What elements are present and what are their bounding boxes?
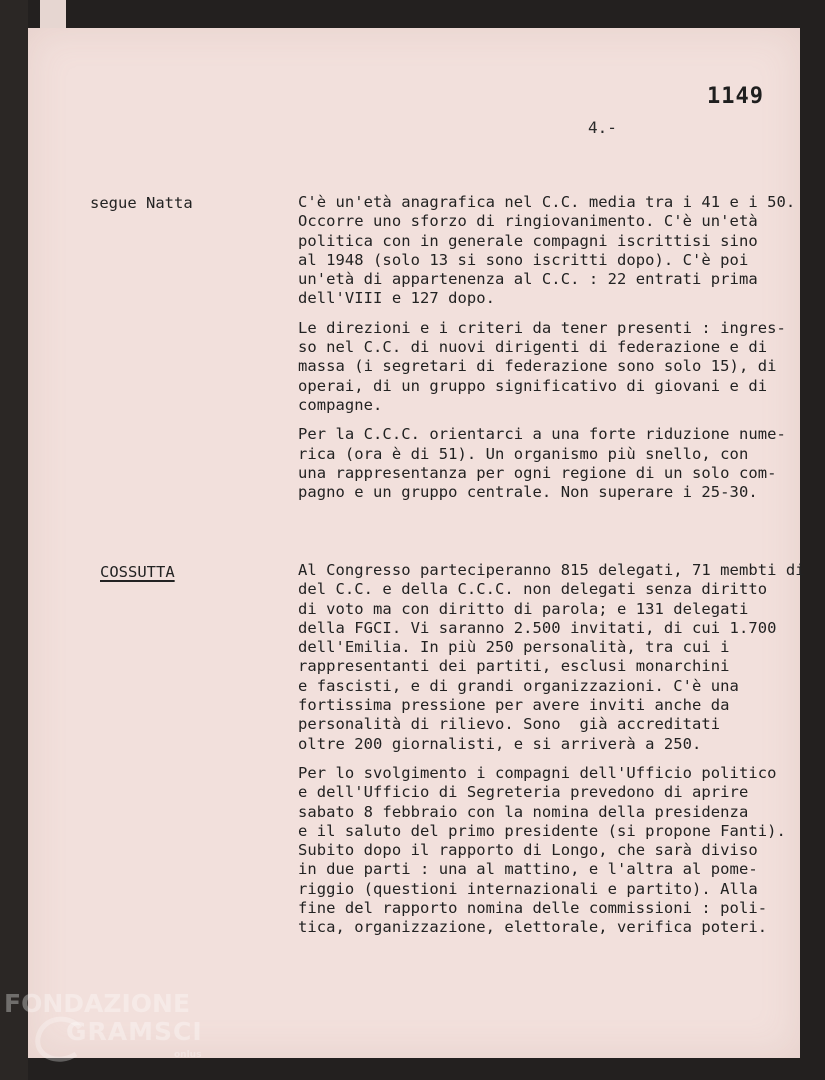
document-page [28,28,805,1058]
page-number: 1149 [707,84,764,109]
speech-block [298,561,805,948]
speaker-label: segue Natta [90,194,193,212]
paragraph: Per la C.C.C. orientarci a una forte riduzione nume- rica (ora è di 51). Un organismo più snello, con una rappresentanza per ogni regione di un solo com- pagno e un gruppo centrale. Non superare i 25-30. [298,425,786,502]
section-number: 4.- [588,118,617,137]
watermark-line2: GRAMSCI [66,1017,203,1046]
watermark-line3: onlus [174,1050,202,1060]
watermark-swirl-icon [30,1010,90,1070]
watermark-line1: FONDAZIONE [4,989,191,1018]
scan-border-left [0,0,28,1080]
speaker-label: COSSUTTA [100,563,175,581]
paper-tab [40,0,66,29]
paragraph: Per lo svolgimento i compagni dell'Ufficio politico e dell'Ufficio di Segreteria prevedono di aprire sabato 8 febbraio con la nomina della presidenza e il saluto del primo presidente (si propone Fanti). Subito dopo il rapporto di Longo, che sarà diviso in due parti : una al mattino, e l'altra al pome- riggio (questioni internazionali e partito). Alla fine del rapporto nomina delle commissioni : poli- tica, organizzazione, elettorale, verifica poteri. [298,763,786,937]
paragraph: Le direzioni e i criteri da tener presenti : ingres- so nel C.C. di nuovi dirigenti di federazione e di massa (i segretari di federazione sono solo 15), di operai, di un gruppo significativo di giovani e di compagne. [298,318,786,414]
paragraph: Al Congresso parteciperanno 815 delegati, 71 membti di del C.C. e della C.C.C. non delegati senza diritto di voto ma con diritto di parola; e 131 delegati della FGCI. Vi saranno 2.500 invitati, di cui 1.700 dell'Emilia. In più 250 personalità, tra cui i rappresentanti dei partiti, esclusi monarchini e fascisti, e di grandi organizzazioni. C'è una fortissima pressione per avere inviti anche da personalità di rilievo. Sono già accreditati oltre 200 giornalisti, e si arriverà a 250. [298,561,805,753]
paragraph: C'è un'età anagrafica nel C.C. media tra i 41 e i 50. Occorre uno sforzo di ringiovanimento. C'è un'età politica con in generale compagni iscrittisi sino al 1948 (solo 13 si sono iscritti dopo). C'è poi un'età di appartenenza al C.C. : 22 entrati prima dell'VIII e 127 dopo. [298,193,796,308]
speech-block [298,193,798,512]
